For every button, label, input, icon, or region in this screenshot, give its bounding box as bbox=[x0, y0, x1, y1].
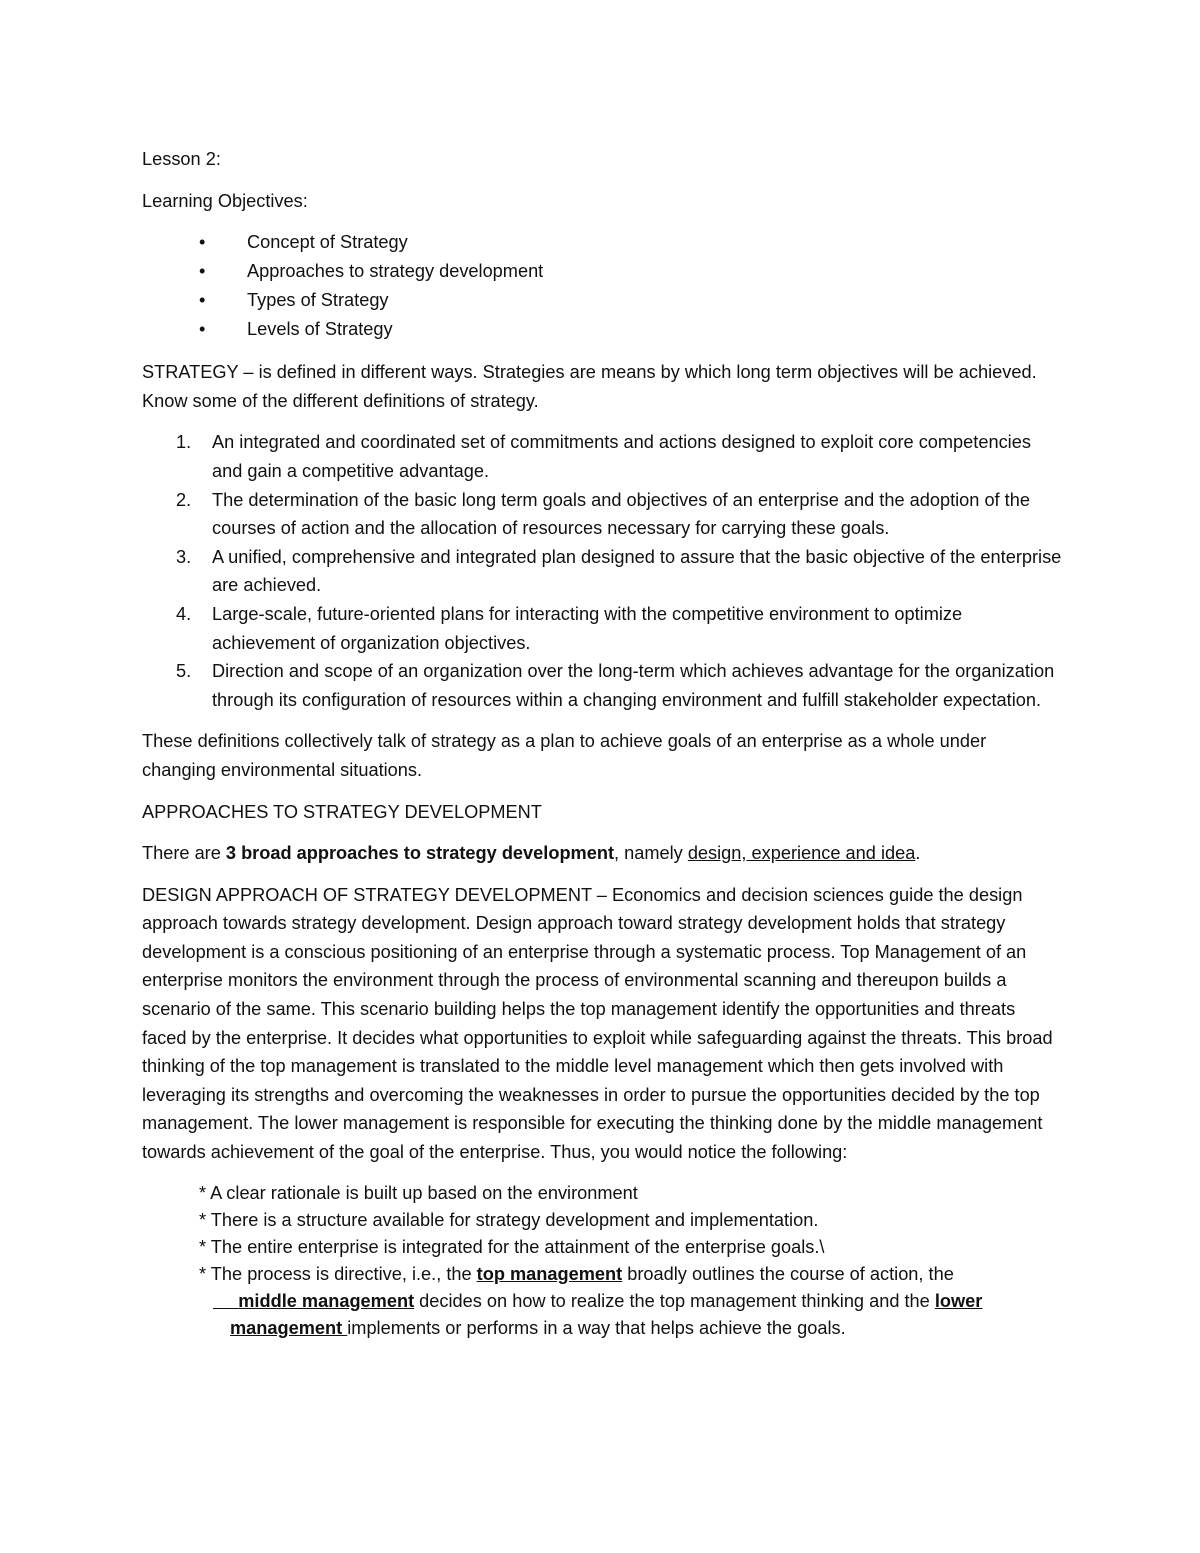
definitions-summary: These definitions collectively talk of strategy as a plan to achieve goals of an enterprise as a whole under changing environmental situations. bbox=[142, 731, 987, 780]
design-approach-paragraph: DESIGN APPROACH OF STRATEGY DEVELOPMENT – Economics and decision sciences guide the design approach towards strategy development. Design approach toward strategy development holds that strategy development is a conscious positioning of an enterprise through a systematic process. Top Management of an enterprise monitors the environment through the process of environmental scanning and thereupon builds a scenario of the same. This scenario building helps the top management identify the opportunities and threats faced by the enterprise. It decides what opportunities to exploit while safeguarding against the threats. This broad thinking of the top management is translated to the middle level management which then gets involved with leveraging its strengths and overcoming the weaknesses in order to pursue the opportunities decided by the top management. The lower management is responsible for executing the thinking done by the middle management towards achievement of the goal of the enterprise. Thus, you would notice the following: bbox=[142, 884, 1053, 1163]
list-item: 2. The determination of the basic long term goals and objectives of an enterprise and the adoption of the courses of action and the allocation of resources necessary for carrying these goals. bbox=[176, 489, 1030, 539]
list-item: * The entire enterprise is integrated for the attainment of the enterprise goals.\ bbox=[199, 1236, 825, 1257]
bullet-icon: • bbox=[199, 290, 206, 311]
bullet-icon: • bbox=[199, 319, 206, 340]
objectives-heading: Learning Objectives: bbox=[142, 190, 308, 211]
definitions-list bbox=[142, 428, 1062, 714]
list-item: * The process is directive, i.e., the top management broadly outlines the course of action, the middle management decides on how to realize the top management thinking and the lower management implements or performs in a way that helps achieve the goals. bbox=[199, 1263, 983, 1338]
notes-list bbox=[142, 1180, 1062, 1342]
objectives-list bbox=[142, 228, 1062, 344]
approaches-sentence: There are 3 broad approaches to strategy development, namely design, experience and idea. bbox=[142, 843, 921, 864]
document-body bbox=[142, 145, 1062, 1342]
list-item: • Types of Strategy bbox=[142, 286, 1062, 315]
list-item: • Levels of Strategy bbox=[142, 315, 1062, 344]
approaches-heading: APPROACHES TO STRATEGY DEVELOPMENT bbox=[142, 801, 542, 822]
list-item: * A clear rationale is built up based on the environment bbox=[199, 1182, 638, 1203]
list-item: * There is a structure available for strategy development and implementation. bbox=[199, 1209, 819, 1230]
list-item: • Concept of Strategy bbox=[142, 228, 1062, 257]
lesson-title: Lesson 2: bbox=[142, 149, 221, 169]
list-item: 5. Direction and scope of an organization over the long-term which achieves advantage for the organization through its configuration of resources within a changing environment and fulfill stakeholder expectation. bbox=[176, 661, 1055, 710]
list-item: 3. A unified, comprehensive and integrated plan designed to assure that the basic objective of the enterprise are achieved. bbox=[176, 546, 1062, 596]
strategy-intro: STRATEGY – is defined in different ways. Strategies are means by which long term objectives will be achieved. Know some of the different definitions of strategy. bbox=[142, 362, 1037, 411]
list-item: • Approaches to strategy development bbox=[142, 257, 1062, 286]
list-item: 4. Large-scale, future-oriented plans for interacting with the competitive environment to optimize achievement of organization objectives. bbox=[176, 603, 963, 653]
bullet-icon: • bbox=[199, 261, 206, 282]
bullet-icon: • bbox=[199, 232, 206, 253]
list-item: 1. An integrated and coordinated set of commitments and actions designed to exploit core competencies and gain a competitive advantage. bbox=[176, 432, 1031, 481]
